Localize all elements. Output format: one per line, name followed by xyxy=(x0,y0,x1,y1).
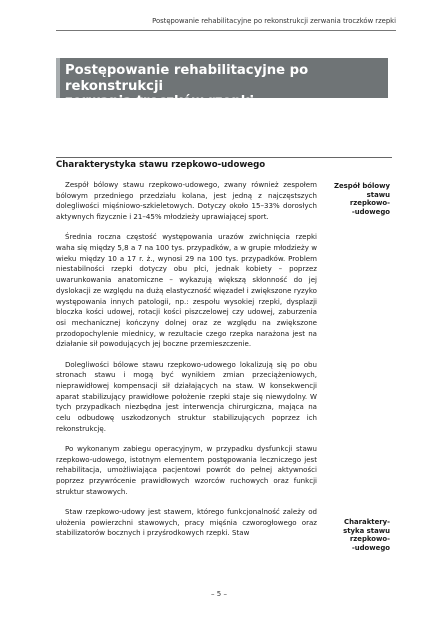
margin-note-line: Zespół bólowy xyxy=(333,182,390,190)
margin-note-line: Charaktery- xyxy=(344,518,390,526)
section-heading: Charakterystyka stawu rzepkowo-udowego xyxy=(56,160,266,170)
margin-note-line: rzepkowo- xyxy=(349,199,390,208)
margin-note-line: -udowego xyxy=(351,543,390,552)
body-text xyxy=(56,180,317,549)
margin-note-line: -udowego xyxy=(351,207,390,216)
margin-note-pain-syndrome xyxy=(332,182,390,216)
paragraph-4: Po wykonanym zabiegu operacyjnym, w przypadku dysfunkcji stawu rzepkowo-udowego, istotnym elementem postępowania leczniczego jest rehabilitacja, umożliwiająca pacjentowi powrót do pełnej aktywności poprzez przywrócenie prawidłowych wzorców ruchowych oraz funkcji struktur stawowych. xyxy=(56,443,317,496)
margin-note-line: rzepkowo- xyxy=(349,535,390,544)
chapter-title-line-1: Postępowanie rehabilitacyjne po rekonstrukcji xyxy=(65,63,309,94)
running-header: Postępowanie rehabilitacyjne po rekonstrukcji zerwania troczków rzepki xyxy=(152,17,396,25)
paragraph-3: Dolegliwości bólowe stawu rzepkowo-udowego lokalizują się po obu stronach stawu i mogą być wynikiem zmian przeciążeniowych, nieprawidłowej kompensacji sił działających na staw. W konsekwencji aparat stabilizujący prawidłowe położenie rzepki staje się niewydolny. W tych przypadkach niezbędna jest interwencja chirurgiczna, mająca na celu odbudowę uszkodzonych struktur stabilizujących poprzez ich rekonstrukcję. xyxy=(56,359,317,433)
section-rule xyxy=(56,157,392,158)
chapter-title xyxy=(65,63,388,110)
chapter-title-line-2: zerwania troczków rzepki xyxy=(65,94,255,109)
paragraph-1: Zespół bólowy stawu rzepkowo-udowego, zwany również zespołem bólowym przedniego przedziału kolana, jest jedną z najczęstszych dolegliwości mięśniowo-szkieletowych. Dotyczy około 15–33% dorosłych aktywnych fizycznie i 21–45% młodzieży uprawiającej sport. xyxy=(56,180,317,222)
chapter-title-band xyxy=(56,58,388,109)
margin-note-line: styka stawu xyxy=(343,526,390,535)
margin-note-characteristics xyxy=(332,518,390,552)
margin-note-line: stawu xyxy=(366,190,390,199)
paragraph-5: Staw rzepkowo-udowy jest stawem, którego funkcjonalność zależy od ułożenia powierzchni stawowych, pracy mięśnia czworogłowego oraz stabilizatorów bocznych i przyśrodkowych rzepki. Staw xyxy=(56,506,317,538)
header-rule xyxy=(56,30,396,31)
paragraph-2: Średnia roczna częstość występowania urazów zwichnięcia rzepki waha się między 5,8 a 7 na 100 tys. przypadków, a w grupie młodzieży w wieku między 10 a 17 r. ż., wynosi 29 na 100 tys. przypadków. Problem niestabilności rzepki dotyczy obu płci, jednak kobiety – poprzez uwarunkowania anatomiczne – wykazują większą skłonność do jej dyslokacji ze względu na dużą elastyczność więzadeł i zwiększone ryzyko występowania innych patologii, np.: zespołu wysokiej rzepki, dysplazji bloczka kości udowej, rotacji kości piszczelowej czy udowej, zaburzenia osi mechanicznej kończyny dolnej oraz ze względu na zwiększone przodopochylenie miednicy, w rezultacie czego rzepka narażona jest na działanie sił powodujących jej boczne przemieszczenie. xyxy=(56,232,317,349)
page-number: – 5 – xyxy=(211,590,227,598)
